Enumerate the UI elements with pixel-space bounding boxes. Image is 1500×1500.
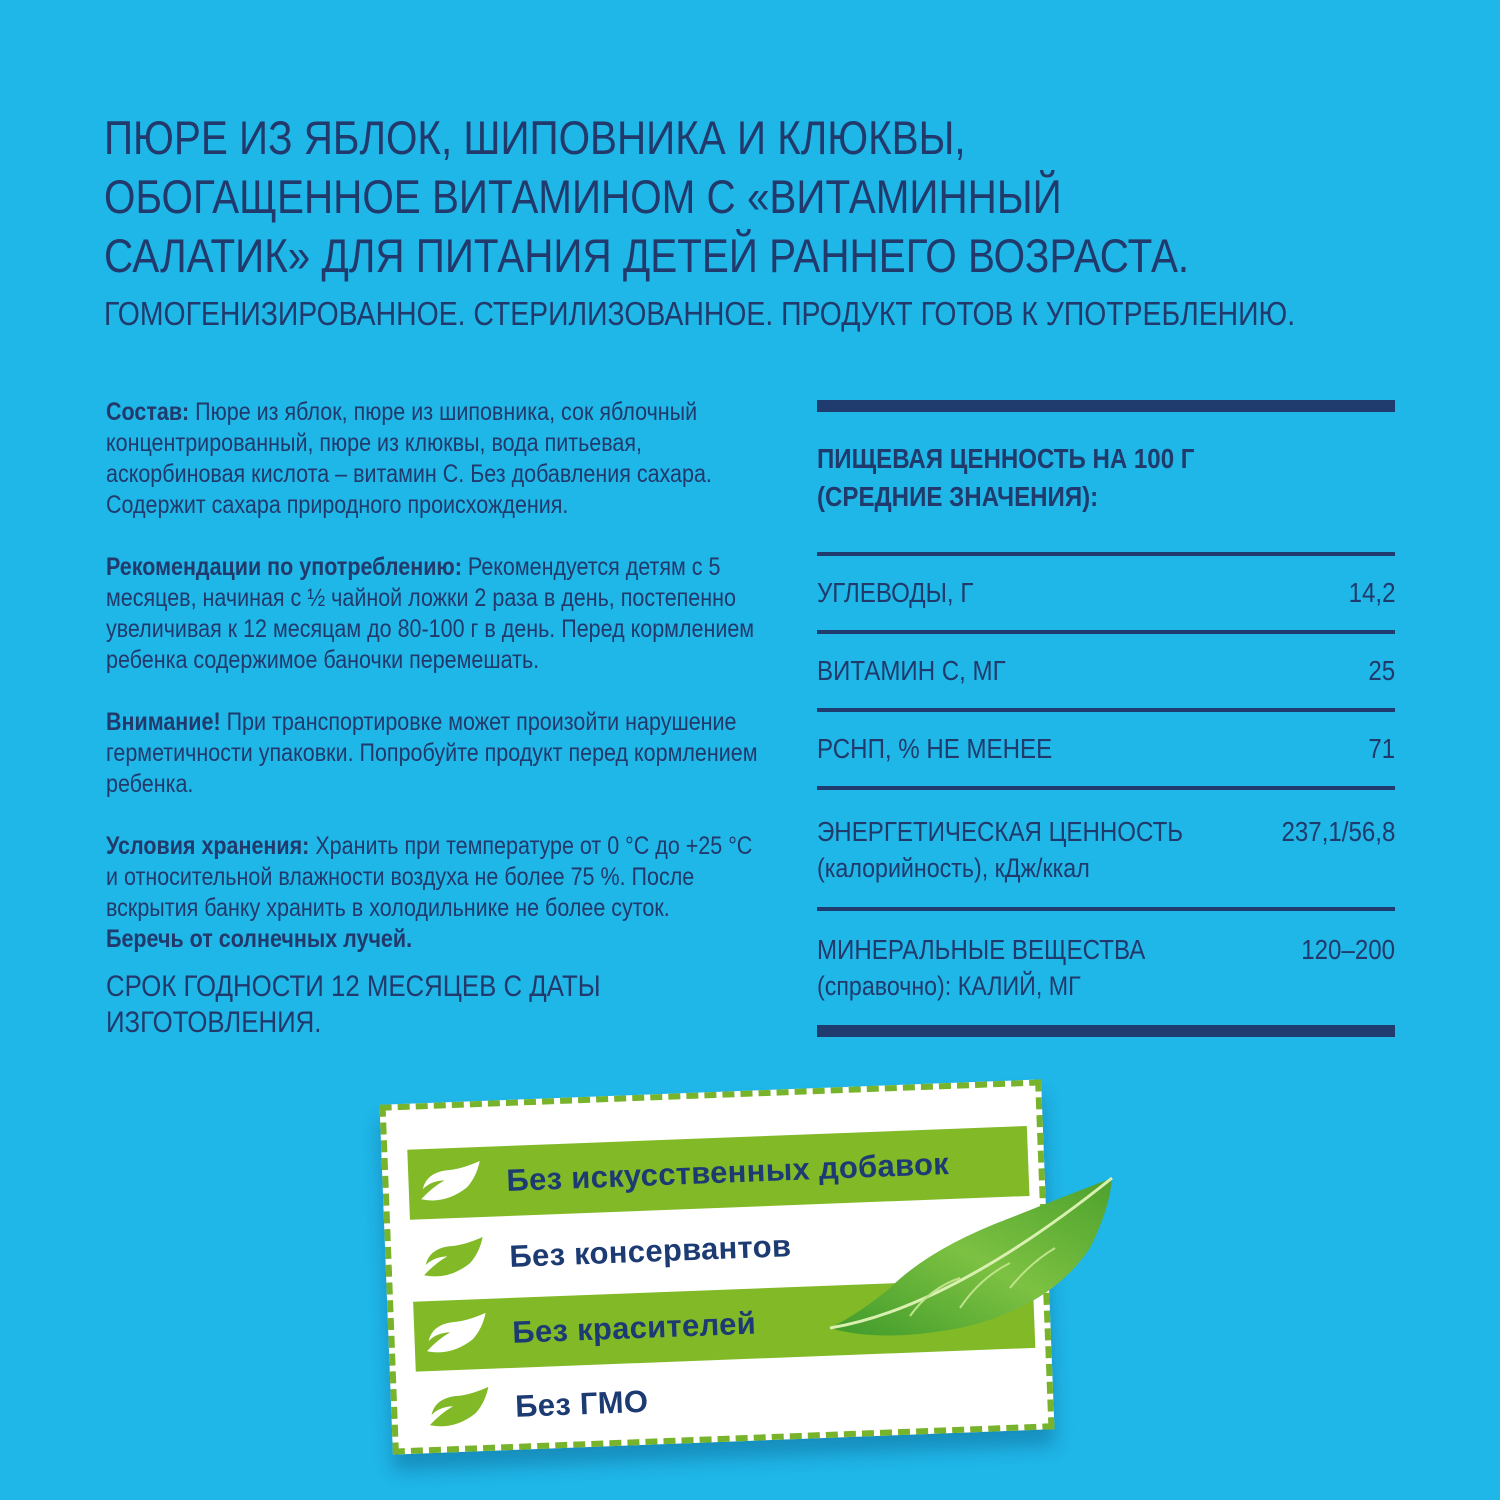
nutrition-row-value: 71 xyxy=(1368,733,1395,764)
nutrition-row-label: РСНП, % НЕ МЕНЕЕ xyxy=(817,733,1053,764)
nutrition-divider xyxy=(817,907,1395,911)
nutrition-row-label: УГЛЕВОДЫ, Г xyxy=(817,577,974,608)
nutrition-header xyxy=(817,412,1402,526)
nutrition-row-label: МИНЕРАЛЬНЫЕ ВЕЩЕСТВА xyxy=(817,934,1146,965)
leaf-decoration-icon xyxy=(820,1168,1120,1358)
storage-label: Условия хранения: xyxy=(106,832,310,860)
composition-text: Пюре из яблок, пюре из шиповника, сок яблочный концентрированный, пюре из клюквы, вода питьевая, аскорбиновая кислота – витамин С. Без добавления сахара. Содержит сахара природного происхождения. xyxy=(106,398,712,519)
nutrition-header-line2: (СРЕДНИЕ ЗНАЧЕНИЯ): xyxy=(817,481,1099,512)
nutrition-row-energy xyxy=(817,815,1395,895)
nutrition-top-rule xyxy=(817,400,1395,412)
shelf-life: СРОК ГОДНОСТИ 12 МЕСЯЦЕВ С ДАТЫ ИЗГОТОВЛЕНИЯ. xyxy=(106,970,601,1039)
nutrition-row-label: ВИТАМИН С, МГ xyxy=(817,655,1006,686)
attention-text: При транспортировке может произойти нарушение герметичности упаковки. Попробуйте продукт перед кормлением ребенка. xyxy=(106,708,758,798)
composition-paragraph xyxy=(106,397,768,521)
nutrition-row xyxy=(817,634,1395,708)
attention-paragraph xyxy=(106,707,768,800)
nutrition-header-line1: ПИЩЕВАЯ ЦЕННОСТЬ НА 100 Г xyxy=(817,443,1195,474)
recommendations-text: Рекомендуется детям с 5 месяцев, начиная с ½ чайной ложки 2 раза в день, постепенно увеличивая к 12 месяцам до 80-100 г в день. Перед кормлением ребенка содержимое баночки перемешать. xyxy=(106,553,755,674)
recommendations-paragraph xyxy=(106,552,768,676)
leaf-icon xyxy=(419,1309,493,1362)
nutrition-row xyxy=(817,712,1395,786)
leaf-icon xyxy=(422,1383,496,1436)
nutrition-row-value: 14,2 xyxy=(1348,577,1395,608)
badge-label: Без ГМО xyxy=(514,1383,649,1424)
attention-label: Внимание! xyxy=(106,708,221,736)
product-title: ПЮРЕ ИЗ ЯБЛОК, ШИПОВНИКА И КЛЮКВЫ, ОБОГАЩЕННОЕ ВИТАМИНОМ С «ВИТАМИННЫЙ САЛАТИК» ДЛЯ ПИТАНИЯ ДЕТЕЙ РАННЕГО ВОЗРАСТА. xyxy=(104,111,1190,282)
storage-bold-note: Беречь от солнечных лучей. xyxy=(106,925,413,953)
storage-text: Хранить при температуре от 0 °С до +25 °С и относительной влажности воздуха не более 75 %. После вскрытия банку хранить в холодильнике не более суток. xyxy=(106,832,753,922)
badge-label: Без красителей xyxy=(511,1305,757,1350)
nutrition-row-value: 237,1/56,8 xyxy=(1281,816,1395,847)
info-column xyxy=(106,397,768,1041)
badge-label: Без искусственных добавок xyxy=(505,1146,950,1199)
recommendations-label: Рекомендации по употреблению: xyxy=(106,553,462,581)
composition-label: Состав: xyxy=(106,398,190,426)
nutrition-row-sublabel: (справочно): КАЛИЙ, МГ xyxy=(817,971,1081,1001)
product-subtitle: ГОМОГЕНИЗИРОВАННОЕ. СТЕРИЛИЗОВАННОЕ. ПРОДУКТ ГОТОВ К УПОТРЕБЛЕНИЮ. xyxy=(104,295,1296,332)
nutrition-row xyxy=(817,556,1395,630)
nutrition-row-value: 120–200 xyxy=(1301,934,1395,965)
nutrition-row-minerals xyxy=(817,933,1395,1013)
leaf-icon xyxy=(417,1233,491,1286)
nutrition-row-sublabel: (калорийность), кДж/ккал xyxy=(817,853,1090,883)
nutrition-row-label: ЭНЕРГЕТИЧЕСКАЯ ЦЕННОСТЬ xyxy=(817,816,1184,847)
storage-paragraph xyxy=(106,831,768,955)
badge-label: Без консервантов xyxy=(508,1228,792,1274)
nutrition-row-value: 25 xyxy=(1368,655,1395,686)
nutrition-bottom-rule xyxy=(817,1025,1395,1037)
leaf-icon xyxy=(414,1157,488,1210)
